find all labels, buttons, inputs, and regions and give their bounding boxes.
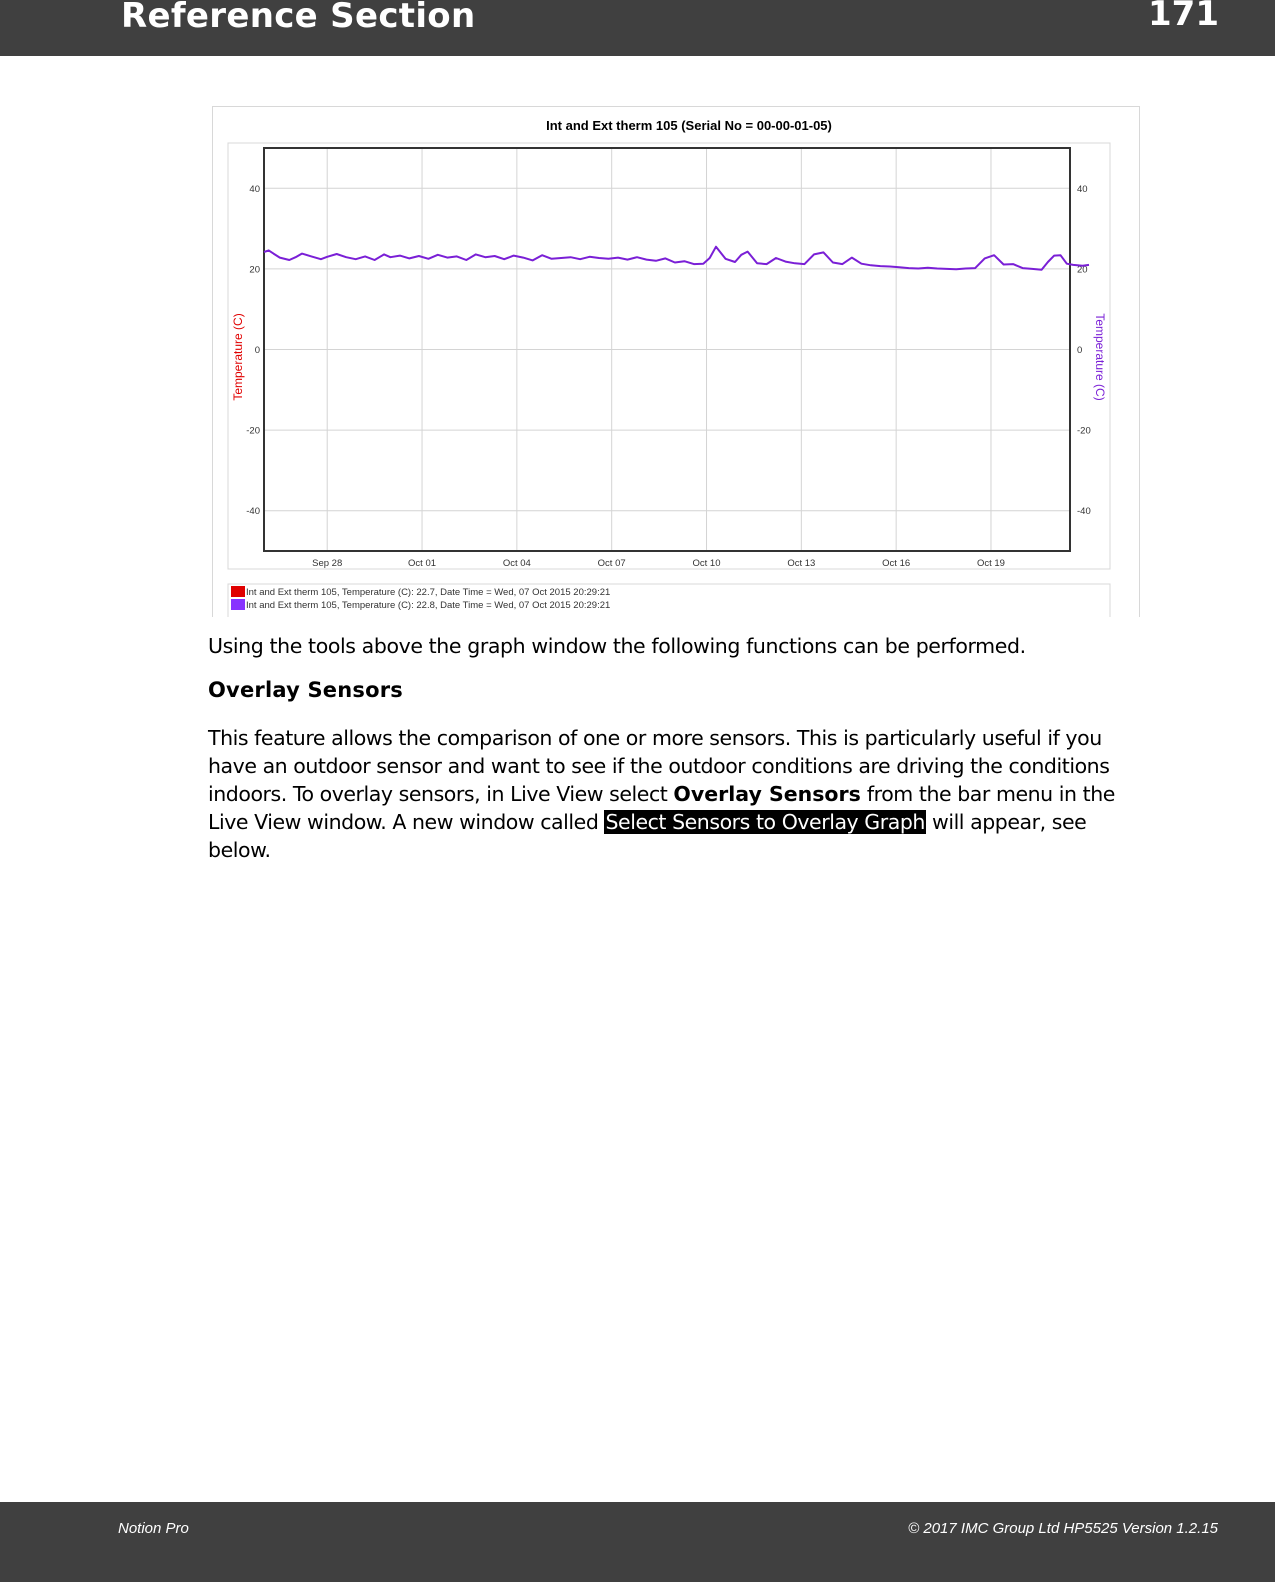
- y-axis-left-label: Temperature (C): [231, 313, 245, 401]
- x-tick-label: Oct 01: [408, 558, 437, 569]
- footer-product-name: Notion Pro: [118, 1520, 189, 1537]
- para-text-3: will appear, see below.: [208, 810, 1087, 862]
- y-tick-label-left: -40: [246, 506, 260, 518]
- x-tick-label: Oct 16: [882, 558, 911, 569]
- x-tick-label: Sep 28: [312, 558, 343, 569]
- y-tick-label-left: -20: [246, 425, 260, 437]
- overlay-sensors-term: Overlay Sensors: [673, 782, 861, 806]
- intro-text: Using the tools above the graph window the following functions can be performed.: [208, 634, 1026, 658]
- y-tick-label-right: 20: [1077, 264, 1088, 276]
- x-tick-label: Oct 19: [976, 558, 1005, 569]
- x-tick-label: Oct 07: [597, 558, 626, 569]
- y-tick-label-left: 0: [254, 345, 260, 356]
- para-text-2: from the bar menu in the Live View window. A new window called: [208, 782, 1115, 834]
- x-tick-label: Oct 13: [787, 558, 816, 569]
- y-tick-label-right: 0: [1077, 345, 1083, 356]
- plot-container: [228, 143, 1110, 569]
- y-tick-label-right: -40: [1077, 506, 1091, 518]
- footer-copyright: © 2017 IMC Group Ltd HP5525 Version 1.2.15: [908, 1520, 1218, 1537]
- x-tick-label: Oct 10: [692, 558, 721, 569]
- x-tick-label: Oct 04: [502, 558, 531, 569]
- y-axis-right-label: Temperature (C): [1093, 313, 1107, 401]
- section-title: Reference Section: [121, 0, 476, 36]
- y-tick-label-left: 40: [249, 183, 260, 195]
- y-tick-label-right: 40: [1077, 183, 1088, 195]
- temperature-chart: [213, 107, 1139, 617]
- overlay-description: [208, 724, 1148, 864]
- footer-bar: [0, 1502, 1275, 1582]
- legend-swatch-red: [231, 586, 245, 597]
- page-number: 171: [1148, 0, 1219, 34]
- window-name-highlight: Select Sensors to Overlay Graph: [605, 810, 925, 834]
- y-tick-label-left: 20: [249, 264, 260, 276]
- y-tick-label-right: -20: [1077, 425, 1091, 437]
- chart-title: Int and Ext therm 105 (Serial No = 00-00-01-05): [546, 118, 832, 133]
- section-heading: Overlay Sensors: [208, 678, 403, 702]
- chart-panel: [212, 106, 1140, 617]
- para-text-1: This feature allows the comparison of one or more sensors. This is particularly useful if you have an outdoor sensor and want to see if the outdoor conditions are driving the conditions indoors. To overlay sensors, in Live View select: [208, 726, 1110, 806]
- header-bar: [0, 0, 1275, 56]
- legend-swatch-purple: [231, 599, 245, 610]
- legend-entry-1: Int and Ext therm 105, Temperature (C): 22.7, Date Time = Wed, 07 Oct 2015 20:29:21: [246, 587, 611, 598]
- legend-entry-2: Int and Ext therm 105, Temperature (C): 22.8, Date Time = Wed, 07 Oct 2015 20:29:21: [246, 600, 611, 611]
